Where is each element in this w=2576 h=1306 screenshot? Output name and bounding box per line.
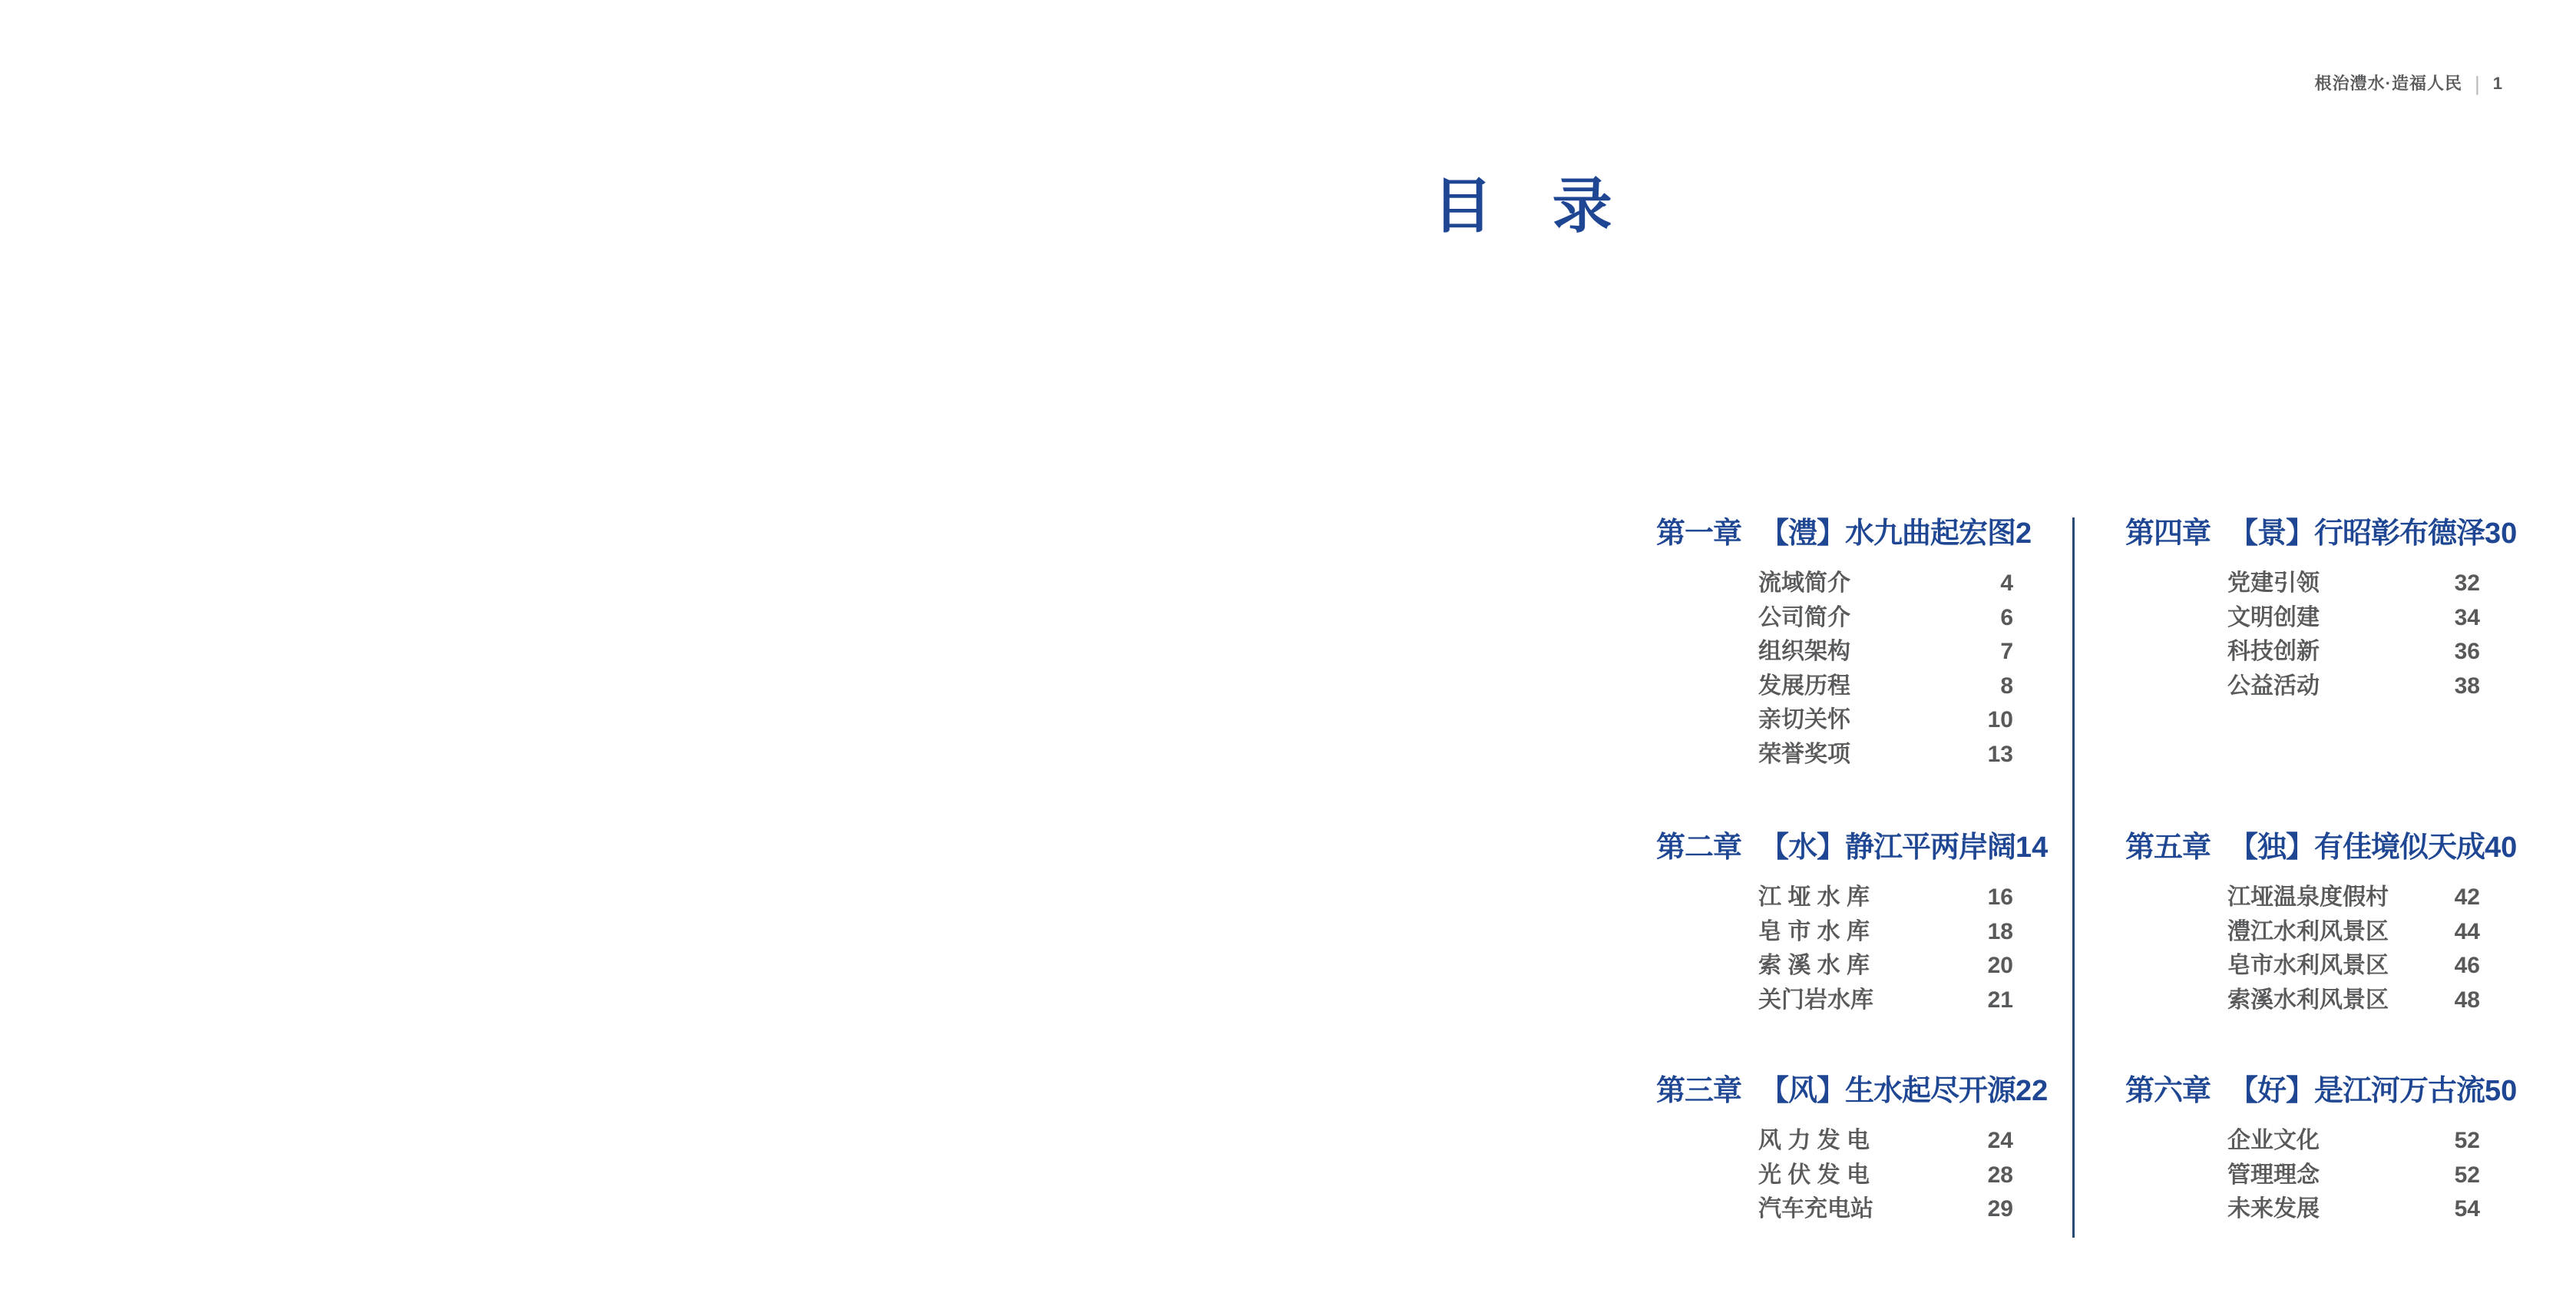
toc-entry-label: 江 垭 水 库 <box>1758 884 1870 910</box>
chapter-block-3 <box>1656 1073 2049 1227</box>
toc-entry[interactable] <box>1656 949 2013 984</box>
toc-entry-page: 6 <box>2000 604 2013 630</box>
toc-entry-page: 28 <box>1987 1162 2013 1188</box>
toc-entry-label: 文明创建 <box>2227 604 2320 630</box>
toc-entry-label: 索溪水利风景区 <box>2227 987 2389 1013</box>
chapter-block-1 <box>1656 516 2032 830</box>
chapter-block-6 <box>2125 1073 2518 1227</box>
toc-entry[interactable] <box>1656 1124 2013 1159</box>
toc-entry-page: 46 <box>2454 953 2480 978</box>
header-separator: | <box>2474 72 2481 95</box>
chapter-block-2 <box>1656 830 2049 1073</box>
chapter-block-4 <box>2125 516 2518 830</box>
toc-entry[interactable] <box>2125 1192 2480 1227</box>
chapter-number: 第五章 <box>2125 832 2211 864</box>
chapter-4-items <box>2125 567 2480 703</box>
toc-entry-page: 44 <box>2454 918 2480 944</box>
chapter-1-items <box>1656 567 2013 772</box>
toc-entry-page: 16 <box>1987 884 2013 910</box>
toc-entry-page: 10 <box>1987 707 2013 732</box>
toc-entry-label: 荣誉奖项 <box>1758 741 1850 767</box>
toc-entry-label: 皂 市 水 库 <box>1758 918 1870 944</box>
toc-entry-page: 48 <box>2454 987 2480 1013</box>
chapter-page-number: 14 <box>2015 832 2049 864</box>
toc-entry-page: 29 <box>1987 1196 2013 1222</box>
chapter-3-heading[interactable] <box>1656 1073 2049 1109</box>
toc-entry-label: 公司简介 <box>1758 604 1850 630</box>
toc-entry[interactable] <box>1656 567 2013 601</box>
chapter-3-items <box>1656 1124 2013 1227</box>
chapter-title: 【水】静江平两岸阔 <box>1760 832 2016 864</box>
chapter-number: 第三章 <box>1656 1075 1742 1107</box>
toc-entry-label: 发展历程 <box>1758 673 1850 699</box>
chapter-5-items <box>2125 881 2480 1017</box>
toc-entry[interactable] <box>1656 1159 2013 1193</box>
toc-entry-label: 索 溪 水 库 <box>1758 953 1870 978</box>
toc-entry[interactable] <box>1656 881 2013 915</box>
toc-entry-label: 澧江水利风景区 <box>2227 918 2389 944</box>
toc-entry-page: 52 <box>2454 1162 2480 1188</box>
column-divider <box>2072 517 2075 1238</box>
chapter-6-items <box>2125 1124 2480 1227</box>
toc-entry[interactable] <box>1656 703 2013 738</box>
toc-entry-page: 36 <box>2454 639 2480 664</box>
chapter-6-heading[interactable] <box>2125 1073 2518 1109</box>
toc-entry-label: 科技创新 <box>2227 639 2320 664</box>
toc-entry[interactable] <box>2125 881 2480 915</box>
chapter-title: 【风】生水起尽开源 <box>1760 1075 2016 1107</box>
chapter-title: 【澧】水九曲起宏图 <box>1760 517 2016 550</box>
toc-entry[interactable] <box>1656 915 2013 950</box>
chapter-block-5 <box>2125 830 2518 1073</box>
chapter-number: 第四章 <box>2125 517 2211 550</box>
chapter-page-number: 30 <box>2485 517 2518 550</box>
toc-entry-page: 21 <box>1987 987 2013 1013</box>
toc-entry-label: 关门岩水库 <box>1758 987 1873 1013</box>
toc-entry[interactable] <box>2125 635 2480 670</box>
toc-entry[interactable] <box>1656 635 2013 670</box>
toc-entry-label: 江垭温泉度假村 <box>2227 884 2389 910</box>
toc-column-right <box>2125 516 2518 1227</box>
table-of-contents <box>1656 516 2518 1253</box>
toc-entry-page: 34 <box>2454 604 2480 630</box>
chapter-4-heading[interactable] <box>2125 516 2518 551</box>
chapter-page-number: 22 <box>2015 1075 2049 1107</box>
toc-entry-page: 4 <box>2000 570 2013 596</box>
chapter-number: 第一章 <box>1656 517 1742 550</box>
chapter-number: 第二章 <box>1656 832 1742 864</box>
toc-entry[interactable] <box>1656 1192 2013 1227</box>
toc-entry-label: 管理理念 <box>2227 1162 2320 1188</box>
toc-column-left <box>1656 516 2049 1227</box>
header-slogan: 根治澧水·造福人民 <box>2314 74 2462 93</box>
toc-entry-page: 54 <box>2454 1196 2480 1222</box>
toc-entry-page: 13 <box>1987 741 2013 767</box>
chapter-page-number: 50 <box>2485 1075 2518 1107</box>
toc-entry-page: 42 <box>2454 884 2480 910</box>
toc-entry-label: 流域简介 <box>1758 570 1850 596</box>
toc-entry[interactable] <box>1656 670 2013 704</box>
toc-entry[interactable] <box>2125 567 2480 601</box>
toc-entry-label: 光 伏 发 电 <box>1758 1162 1870 1188</box>
toc-entry[interactable] <box>1656 601 2013 636</box>
toc-entry[interactable] <box>2125 670 2480 704</box>
running-header <box>2315 74 2502 94</box>
toc-entry-page: 24 <box>1987 1128 2013 1153</box>
toc-entry-label: 风 力 发 电 <box>1758 1128 1870 1153</box>
header-page-number: 1 <box>2492 74 2502 93</box>
toc-entry-label: 党建引领 <box>2227 570 2320 596</box>
chapter-2-items <box>1656 881 2013 1017</box>
toc-entry-label: 公益活动 <box>2227 673 2320 699</box>
toc-entry[interactable] <box>1656 984 2013 1018</box>
toc-entry-page: 8 <box>2000 673 2013 699</box>
chapter-title: 【好】是江河万古流 <box>2229 1075 2485 1107</box>
toc-entry[interactable] <box>2125 1159 2480 1193</box>
toc-entry[interactable] <box>2125 984 2480 1018</box>
toc-entry-page: 32 <box>2454 570 2480 596</box>
chapter-5-heading[interactable] <box>2125 830 2518 865</box>
chapter-1-heading[interactable] <box>1656 516 2032 551</box>
chapter-page-number: 40 <box>2485 832 2518 864</box>
toc-entry[interactable] <box>2125 601 2480 636</box>
toc-entry-page: 52 <box>2454 1128 2480 1153</box>
toc-entry[interactable] <box>2125 949 2480 984</box>
chapter-number: 第六章 <box>2125 1075 2211 1107</box>
toc-entry-page: 38 <box>2454 673 2480 699</box>
page-title: 目 录 <box>1433 172 1614 240</box>
toc-entry-page: 20 <box>1987 953 2013 978</box>
toc-entry[interactable] <box>2125 1124 2480 1159</box>
toc-entry-page: 7 <box>2000 639 2013 664</box>
toc-entry-label: 亲切关怀 <box>1758 707 1850 732</box>
toc-entry[interactable] <box>2125 915 2480 950</box>
toc-entry-label: 未来发展 <box>2227 1196 2320 1222</box>
toc-entry-label: 皂市水利风景区 <box>2227 953 2389 978</box>
chapter-title: 【独】有佳境似天成 <box>2229 832 2485 864</box>
toc-entry[interactable] <box>1656 738 2013 772</box>
chapter-title: 【景】行昭彰布德泽 <box>2229 517 2485 550</box>
toc-entry-label: 汽车充电站 <box>1758 1196 1873 1222</box>
chapter-page-number: 2 <box>2015 517 2032 550</box>
toc-entry-page: 18 <box>1987 918 2013 944</box>
toc-entry-label: 企业文化 <box>2227 1128 2320 1153</box>
chapter-2-heading[interactable] <box>1656 830 2049 865</box>
toc-entry-label: 组织架构 <box>1758 639 1850 664</box>
